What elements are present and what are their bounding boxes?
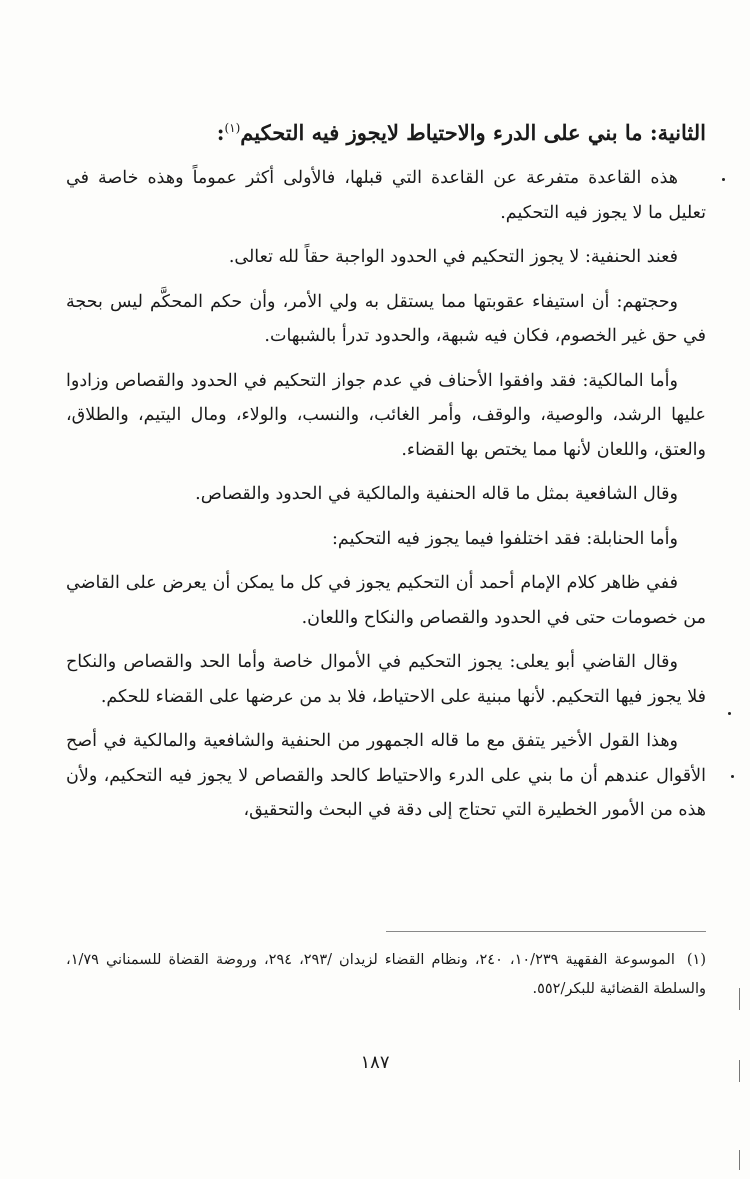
footnote-divider [386,931,706,932]
footnote-number: (١) [686,952,706,968]
heading-suffix: : [216,120,225,145]
paragraph-5: وقال الشافعية بمثل ما قاله الحنفية والمالكية في الحدود والقصاص. [195,484,678,504]
scan-edge-mark [739,1150,740,1170]
scan-speck [728,712,731,715]
paragraph-3: وحجتهم: أن استيفاء عقوبتها مما يستقل به ولي الأمر، وأن حكم المحكَّم ليس بحجة في حق غير الخصوم، فكان فيه شبهة، والحدود تدرأ بالشبهات. [66,291,706,346]
paragraph-1: هذه القاعدة متفرعة عن القاعدة التي قبلها، فالأولى أكثر عموماً وهذه خاصة في تعليل ما لا يجوز فيه التحكيم. [66,168,706,223]
paragraph-2: فعند الحنفية: لا يجوز التحكيم في الحدود الواجبة حقاً لله تعالى. [228,247,678,267]
footnotes [66,946,706,1004]
scan-edge-mark [739,1060,740,1082]
scan-edge-mark [739,988,740,1010]
paragraph-9: وهذا القول الأخير يتفق مع ما قاله الجمهور من الحنفية والشافعية والمالكية في أصح الأقوال عندهم أن ما بني على الدرء والاحتياط كالحد والقصاص لا يجوز فيه التحكيم، ولأن هذه من الأمور الخطيرة التي تحتاج إلى دقة في البحث والتحقيق، [66,731,706,820]
section-heading [66,110,706,151]
footnote-text: الموسوعة الفقهية ١٠/٢٣٩، ٢٤٠، ونظام القضاء لزيدان /٢٩٣، ٢٩٤، وروضة القضاة للسمناني ١/٧٩، والسلطة القضائية للبكر/٥٥٢. [66,952,706,997]
heading-footnote-ref: (١) [224,121,241,135]
main-text [66,110,706,838]
paragraph-8: وقال القاضي أبو يعلى: يجوز التحكيم في الأموال خاصة وأما الحد والقصاص والنكاح فلا يجوز فيها التحكيم. لأنها مبنية على الاحتياط، فلا بد من عرضها على القضاء للحكم. [66,652,706,707]
scan-speck [731,775,734,778]
footnote-item [66,946,706,1004]
paragraph-6: وأما الحنابلة: فقد اختلفوا فيما يجوز فيه التحكيم: [332,528,678,549]
scan-speck [722,178,725,181]
page-number: ١٨٧ [360,1052,390,1073]
heading-text: الثانية: ما بني على الدرء والاحتياط لايجوز فيه التحكيم [240,120,706,145]
paragraph-7: ففي ظاهر كلام الإمام أحمد أن التحكيم يجوز في كل ما يمكن أن يعرض على القاضي من خصومات حتى في الحدود والقصاص والنكاح واللعان. [66,573,706,628]
paragraph-4: وأما المالكية: فقد وافقوا الأحناف في عدم جواز التحكيم في الحدود والقصاص وزادوا عليها الرشد، والوصية، والوقف، وأمر الغائب، والنسب، والولاء، ومال اليتيم، والطلاق، والعتق، واللعان لأنها مما يختص بها القضاء. [66,370,706,460]
